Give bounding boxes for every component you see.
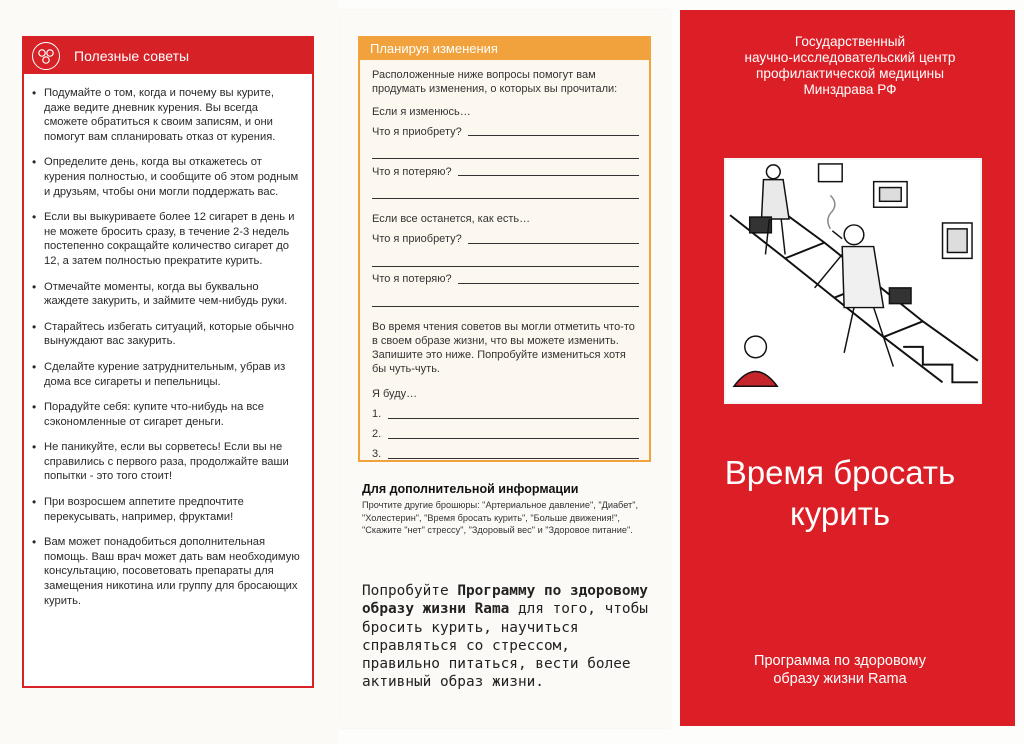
title-line: Время бросать [724, 454, 956, 491]
left-panel [0, 0, 338, 744]
tip-item: • Определите день, когда вы откажетесь от курения полностью, и сообщите об этом родным и друзьям, чтобы они могли поддержать вас. [32, 155, 302, 199]
row-number: 2. [372, 428, 382, 441]
tip-item: • Порадуйте себя: купите что-нибудь на все сэкономленные от сигарет деньги. [32, 400, 302, 429]
promo-text [362, 582, 654, 692]
org-line: профилактической медицины [756, 66, 944, 81]
answer-line[interactable] [388, 418, 639, 419]
answer-line[interactable] [372, 287, 639, 307]
tips-header [24, 38, 312, 74]
numbered-row [372, 442, 639, 462]
tips-title: Полезные советы [74, 48, 190, 64]
planning-header: Планируя изменения [360, 38, 649, 60]
if-change-label: Если я изменюсь… [372, 105, 471, 118]
tips-box [22, 36, 314, 688]
lose-label: Что я потеряю? [372, 273, 452, 286]
tip-item: • Старайтесь избегать ситуаций, которые обычно вынуждают вас закурить. [32, 320, 302, 349]
answer-line[interactable] [468, 135, 639, 136]
tip-item: • Отмечайте моменты, когда вы буквально жаждете закурить, и займите чем-нибудь руки. [32, 280, 302, 309]
info-text: Прочтите другие брошюры: "Артериальное давление", "Диабет", "Холестерин", "Время бросать курить", "Больше движения!", "Скажите "нет" стрессу", "Здоровый вес" и "Здоровое питание". [362, 500, 639, 536]
numbered-row [372, 402, 639, 422]
cover-title [680, 452, 1000, 534]
gain-label: Что я приобрету? [372, 125, 462, 138]
promo-program-name: Программу по здоровому образу жизни Rama [362, 583, 648, 618]
cover-subtitle [680, 652, 1000, 688]
planning-body [360, 60, 649, 462]
if-same-label: Если все останется, как есть… [372, 213, 531, 226]
row-number: 3. [372, 448, 382, 461]
gain-label: Что я приобрету? [372, 233, 462, 246]
org-line: научно-исследовательский центр [744, 50, 956, 65]
answer-line[interactable] [468, 243, 639, 244]
tip-item: • Подумайте о том, когда и почему вы курите, даже ведите дневник курения. Вы всегда сможете обратиться к своим записям, и они помогут вам спланировать отказ от курения. [32, 86, 302, 144]
title-line: курить [789, 495, 891, 532]
answer-line[interactable] [388, 438, 639, 439]
middle-panel [340, 10, 670, 728]
cover-panel [680, 10, 1015, 726]
answer-line[interactable] [388, 458, 639, 459]
gain-row-2 [372, 227, 639, 247]
promo-pre: Попробуйте [362, 583, 458, 599]
planning-intro: Расположенные ниже вопросы помогут вам продумать изменения, о которых вы прочитали: [372, 69, 618, 95]
numbered-row [372, 422, 639, 442]
lose-label: Что я потеряю? [372, 165, 452, 178]
answer-line[interactable] [458, 283, 639, 284]
answer-line[interactable] [372, 179, 639, 199]
lose-row-2 [372, 267, 639, 287]
tip-item: • Не паникуйте, если вы сорветесь! Если вы не справились с первого раза, продолжайте ваши попытки - это того стоит! [32, 440, 302, 484]
planning-note: Во время чтения советов вы могли отметить что-то в своем образе жизни, что вы можете изменить. Запишите это ниже. Попробуйте измениться хотя бы чуть-чуть. [372, 321, 635, 375]
i-will-label: Я буду… [372, 388, 418, 401]
cartoon-illustration [724, 158, 982, 404]
subtitle-line: Программа по здоровому [754, 653, 926, 669]
answer-line[interactable] [372, 247, 639, 267]
rama-logo-icon [32, 42, 60, 70]
tip-item: • Сделайте курение затруднительным, убрав из дома все сигареты и пепельницы. [32, 360, 302, 389]
planning-box [358, 36, 651, 462]
lose-row-1 [372, 159, 639, 179]
answer-line[interactable] [372, 139, 639, 159]
promo-post: для того, чтобы бросить курить, научиться справляться со стрессом, правильно питаться, вести более активный образ жизни. [362, 601, 648, 691]
tip-item: • При возросшем аппетите предпочтите перекусывать, например, фруктами! [32, 495, 302, 524]
tip-item: • Вам может понадобиться дополнительная помощь. Ваш врач может дать вам необходимую консультацию, посоветовать препараты для замещения никотина или группу для бросающих курить. [32, 535, 302, 608]
org-line: Минздрава РФ [803, 82, 897, 97]
answer-line[interactable] [458, 175, 639, 176]
organization-name [680, 34, 1020, 98]
subtitle-line: образу жизни Rama [773, 671, 907, 687]
tip-item: • Если вы выкуриваете более 12 сигарет в день и не можете бросить сразу, в течение 2-3 недель постепенно сокращайте количество сигарет до 12, а затем полностью прекратите курить. [32, 210, 302, 268]
info-title: Для дополнительной информации [362, 482, 579, 496]
info-block [362, 482, 652, 537]
tips-list [24, 74, 312, 608]
gain-row-1 [372, 119, 639, 139]
row-number: 1. [372, 408, 382, 421]
org-line: Государственный [794, 34, 906, 49]
